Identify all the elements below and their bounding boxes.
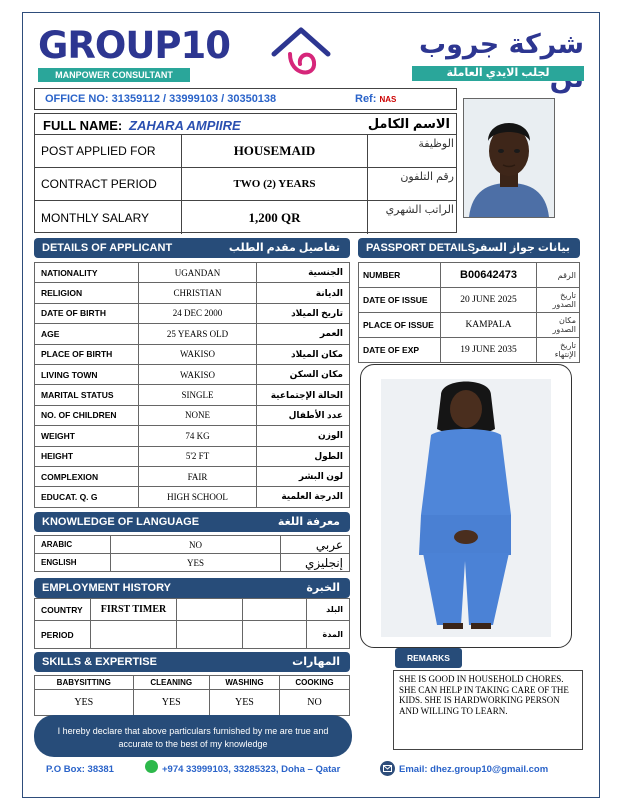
skill-value: NO [279, 690, 349, 716]
full-name-value: ZAHARA AMPIIRE [129, 118, 241, 133]
detail-row [35, 405, 350, 425]
contract-row [35, 168, 456, 201]
blank-cell [243, 621, 307, 649]
full-name-ar: الاسم الكامل [367, 116, 450, 131]
language-header [34, 512, 350, 532]
detail-row [35, 283, 350, 303]
detail-row [35, 466, 350, 486]
detail-row-label: HEIGHT [35, 446, 139, 466]
house-emblem-icon [268, 24, 334, 84]
post-row [35, 135, 456, 168]
email-address: Email: dhez.group10@gmail.com [399, 764, 549, 775]
ref-value: NAS [379, 95, 397, 104]
arabic-logo [412, 28, 584, 82]
language-row [35, 536, 350, 554]
period-ar: المدة [307, 621, 350, 649]
remarks-header: REMARKS [395, 648, 462, 668]
po-box: P.O Box: 38381 [46, 764, 114, 775]
salary-row [35, 201, 456, 234]
passport-row [359, 288, 580, 313]
passport-title-ar: بيانات جواز السفر [473, 242, 570, 254]
language-table [34, 535, 350, 572]
detail-row-ar: الوزن [257, 426, 350, 446]
post-value: HOUSEMAID [182, 135, 368, 167]
skill-value: YES [209, 690, 279, 716]
logo-name-en: GROUP10 [38, 24, 230, 67]
detail-row-ar: تاريخ الميلاد [257, 303, 350, 323]
detail-row-value: 5'2 FT [139, 446, 257, 466]
language-title-ar: معرفة اللغة [277, 516, 340, 528]
ref-field [355, 93, 396, 105]
employment-header [34, 578, 350, 598]
employment-title: EMPLOYMENT HISTORY [42, 582, 171, 594]
employment-country-row [35, 599, 350, 621]
detail-row [35, 385, 350, 405]
passport-table [358, 262, 580, 363]
blank-cell [177, 599, 243, 621]
detail-row [35, 364, 350, 384]
detail-row-value: CHRISTIAN [139, 283, 257, 303]
detail-row-value: 74 KG [139, 426, 257, 446]
language-row-label: ENGLISH [35, 554, 111, 572]
passport-row-label: DATE OF ISSUE [359, 288, 441, 313]
full-body-photo [360, 364, 572, 648]
passport-row-label: NUMBER [359, 263, 441, 288]
office-numbers: OFFICE NO: 31359112 / 33999103 / 30350138 [45, 93, 277, 105]
country-ar: البلد [307, 599, 350, 621]
logo-tagline-en: MANPOWER CONSULTANT [38, 68, 190, 82]
post-label: POST APPLIED FOR [35, 135, 182, 167]
whatsapp-icon [145, 760, 158, 773]
details-table [34, 262, 350, 508]
detail-row-label: AGE [35, 324, 139, 344]
detail-row-label: NO. OF CHILDREN [35, 405, 139, 425]
post-ar: الوظيفة [418, 138, 454, 150]
group10-logo [38, 24, 230, 82]
detail-row-label: LIVING TOWN [35, 364, 139, 384]
portrait-photo [463, 98, 555, 218]
remarks-text: SHE IS GOOD IN HOUSEHOLD CHORES. SHE CAN HELP IN TAKING CARE OF THE KIDS. SHE IS HARDWORKING PERSON AND WILLING TO LEARN. [393, 670, 583, 750]
language-title: KNOWLEDGE OF LANGUAGE [42, 516, 200, 528]
detail-row-label: RELIGION [35, 283, 139, 303]
applicant-info [34, 113, 457, 233]
blank-cell [177, 621, 243, 649]
passport-row-ar: تاريخ الصدور [537, 288, 580, 313]
detail-row [35, 446, 350, 466]
passport-row-label: PLACE OF ISSUE [359, 313, 441, 338]
language-row-ar: إنجليزي [281, 554, 350, 572]
passport-row [359, 313, 580, 338]
contract-ar: رقم التلفون [400, 171, 454, 183]
email-icon [380, 761, 395, 776]
blank-cell [91, 621, 177, 649]
detail-row-label: DATE OF BIRTH [35, 303, 139, 323]
detail-row-value: SINGLE [139, 385, 257, 405]
employment-period-row [35, 621, 350, 649]
detail-row-label: MARITAL STATUS [35, 385, 139, 405]
detail-row-ar: الدرجة العلمية [257, 487, 350, 507]
detail-row-ar: عدد الأطفال [257, 405, 350, 425]
logo-name-ar: شركة جروب [419, 29, 584, 60]
detail-row-value: 25 YEARS OLD [139, 324, 257, 344]
detail-row [35, 344, 350, 364]
skills-title: SKILLS & EXPERTISE [42, 656, 157, 668]
detail-row-label: EDUCAT. Q. G [35, 487, 139, 507]
skills-table [34, 675, 350, 716]
detail-row-ar: الديانة [257, 283, 350, 303]
skills-header [34, 652, 350, 672]
skill-name: COOKING [279, 676, 349, 690]
full-name-label: FULL NAME: [43, 118, 123, 133]
salary-value: 1,200 QR [182, 201, 368, 234]
passport-row [359, 338, 580, 363]
skills-title-ar: المهارات [292, 656, 340, 668]
passport-row-value: 19 JUNE 2035 [441, 338, 537, 363]
detail-row-label: WEIGHT [35, 426, 139, 446]
passport-row-value: B00642473 [441, 263, 537, 288]
skills-header-row [35, 676, 350, 690]
passport-header [358, 238, 580, 258]
country-value: FIRST TIMER [91, 599, 177, 621]
detail-row-value: 24 DEC 2000 [139, 303, 257, 323]
detail-row-ar: مكان الميلاد [257, 344, 350, 364]
full-name-row [35, 114, 456, 135]
skill-name: CLEANING [133, 676, 209, 690]
details-title-ar: تفاصيل مقدم الطلب [228, 242, 340, 254]
detail-row [35, 426, 350, 446]
ref-label: Ref: [355, 93, 377, 105]
detail-row-ar: لون البشر [257, 466, 350, 486]
passport-title: PASSPORT DETAILS [366, 242, 475, 254]
skills-value-row [35, 690, 350, 716]
detail-row-label: COMPLEXION [35, 466, 139, 486]
detail-row-ar: العمر [257, 324, 350, 344]
passport-row-ar: الرقم [537, 263, 580, 288]
details-title: DETAILS OF APPLICANT [42, 242, 173, 254]
detail-row-label: NATIONALITY [35, 263, 139, 283]
salary-ar: الراتب الشهري [385, 204, 454, 216]
language-row-value: YES [111, 554, 281, 572]
language-row-label: ARABIC [35, 536, 111, 554]
detail-row-value: WAKISO [139, 344, 257, 364]
detail-row [35, 487, 350, 507]
employment-title-ar: الخبرة [306, 582, 340, 594]
declaration-banner: I hereby declare that above particulars furnished by me are true and accurate to the best of my knowledge [34, 715, 352, 757]
contract-value: TWO (2) YEARS [182, 168, 368, 200]
detail-row-value: WAKISO [139, 364, 257, 384]
language-row-value: NO [111, 536, 281, 554]
office-bar [34, 88, 457, 110]
skill-name: BABYSITTING [35, 676, 134, 690]
detail-row [35, 324, 350, 344]
detail-row-ar: مكان السكن [257, 364, 350, 384]
detail-row-value: HIGH SCHOOL [139, 487, 257, 507]
contract-label: CONTRACT PERIOD [35, 168, 182, 200]
detail-row-ar: الطول [257, 446, 350, 466]
salary-label: MONTHLY SALARY [35, 201, 182, 234]
period-label: PERIOD [35, 621, 91, 649]
passport-row [359, 263, 580, 288]
phone-numbers: +974 33999103, 33285323, Doha – Qatar [162, 764, 341, 775]
passport-row-label: DATE OF EXP [359, 338, 441, 363]
logo-tagline-ar: لجلب الايدي العاملة [412, 66, 584, 81]
detail-row-ar: الحالة الإجتماعية [257, 385, 350, 405]
details-header [34, 238, 350, 258]
country-label: COUNTRY [35, 599, 91, 621]
language-row-ar: عربي [281, 536, 350, 554]
skill-value: YES [35, 690, 134, 716]
detail-row-value: FAIR [139, 466, 257, 486]
employment-table [34, 598, 350, 649]
passport-row-ar: تاريخ الإنتهاء [537, 338, 580, 363]
skill-value: YES [133, 690, 209, 716]
blank-cell [243, 599, 307, 621]
detail-row-ar: الجنسية [257, 263, 350, 283]
passport-row-ar: مكان الصدور [537, 313, 580, 338]
detail-row-label: PLACE OF BIRTH [35, 344, 139, 364]
detail-row [35, 263, 350, 283]
detail-row-value: NONE [139, 405, 257, 425]
detail-row [35, 303, 350, 323]
passport-row-value: KAMPALA [441, 313, 537, 338]
language-row [35, 554, 350, 572]
skill-name: WASHING [209, 676, 279, 690]
detail-row-value: UGANDAN [139, 263, 257, 283]
passport-row-value: 20 JUNE 2025 [441, 288, 537, 313]
